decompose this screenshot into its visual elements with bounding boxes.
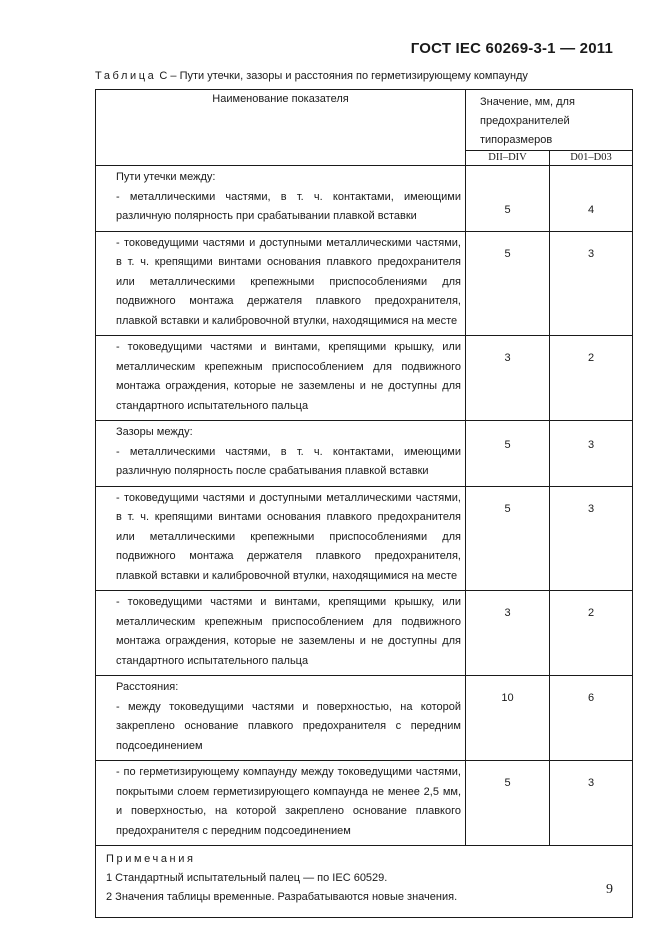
value-d01-d03: 3 xyxy=(550,421,633,487)
table-row xyxy=(96,761,633,846)
value-dii-div: 5 xyxy=(466,761,550,846)
table-row xyxy=(96,166,633,232)
table-caption xyxy=(95,70,528,82)
row-text: - металлическими частями, в т. ч. контактами, имеющими различную полярность при срабатывании плавкой вставки xyxy=(116,190,461,222)
caption-id: С xyxy=(159,70,168,82)
group-title: Зазоры между: xyxy=(116,426,193,438)
row-description xyxy=(96,761,466,846)
group-title: Пути утечки между: xyxy=(116,171,216,183)
note-item: 1 Стандартный испытательный палец — по IEC 60529. xyxy=(106,872,388,884)
row-text: - металлическими частями, в т. ч. контактами, имеющими различную полярность после срабатывания плавкой вставки xyxy=(116,445,461,477)
row-description xyxy=(96,591,466,676)
specs-table xyxy=(95,89,633,918)
row-description xyxy=(96,231,466,336)
table-row xyxy=(96,231,633,336)
value-d01-d03: 2 xyxy=(550,591,633,676)
group-title: Расстояния: xyxy=(116,681,179,693)
table-row xyxy=(96,676,633,761)
caption-label: Таблица xyxy=(95,70,157,82)
value-dii-div: 5 xyxy=(466,421,550,487)
row-text: - между токоведущими частями и поверхностью, на которой закреплено основание плавкого предохранителя с передним подсоединением xyxy=(116,700,461,752)
value-d01-d03: 3 xyxy=(550,761,633,846)
row-text: - токоведущими частями и винтами, крепящими крышку, или металлическим крепежным приспособлением для подвижного монтажа ограждения, которые не заземлены и не доступны для стандартного испытательного пальца xyxy=(116,596,461,667)
value-dii-div: 3 xyxy=(466,591,550,676)
table-row xyxy=(96,486,633,591)
table-row xyxy=(96,421,633,487)
caption-text: – Пути утечки, зазоры и расстояния по герметизирующему компаунду xyxy=(170,70,528,82)
value-d01-d03: 3 xyxy=(550,231,633,336)
subheader-dii-div: DII–DIV xyxy=(466,151,550,166)
value-dii-div: 5 xyxy=(466,486,550,591)
table-row xyxy=(96,336,633,421)
note-item: 2 Значения таблицы временные. Разрабатываются новые значения. xyxy=(106,891,458,903)
row-text: - токоведущими частями и доступными металлическими частями, в т. ч. крепящими винтами основания плавкого предохранителя или металлическими крепежными приспособлениями для подвижного монтажа держателя плавкого предохранителя, плавкой вставки и калибровочной втулки, находящимися на месте xyxy=(116,491,461,582)
row-text: - по герметизирующему компаунду между токоведущими частями, покрытыми слоем герметизирующего компаунда не менее 2,5 мм, и поверхностью, на которой закреплено основание плавкого предохранителя с передним подсоединением xyxy=(116,766,461,837)
value-d01-d03: 6 xyxy=(550,676,633,761)
value-dii-div: 3 xyxy=(466,336,550,421)
notes-cell xyxy=(96,846,633,918)
row-text: - токоведущими частями и доступными металлическими частями, в т. ч. крепящими винтами основания плавкого предохранителя или металлическими крепежными приспособлениями для подвижного монтажа держателя плавкого предохранителя, плавкой вставки и калибровочной втулки, находящимися на месте xyxy=(116,236,461,327)
value-dii-div: 10 xyxy=(466,676,550,761)
value-d01-d03: 2 xyxy=(550,336,633,421)
notes-title: Примечания xyxy=(106,853,196,865)
header-value-cell: Значение, мм, для предохранителей типоразмеров xyxy=(466,90,633,151)
row-description xyxy=(96,486,466,591)
page-number: 9 xyxy=(606,882,613,897)
row-text: - токоведущими частями и винтами, крепящими крышку, или металлическим крепежным приспособлением для подвижного монтажа ограждения, которые не заземлены и не доступны для стандартного испытательного пальца xyxy=(116,341,461,412)
value-d01-d03: 3 xyxy=(550,486,633,591)
header-name-cell: Наименование показателя xyxy=(96,90,466,166)
row-description xyxy=(96,421,466,487)
subheader-d01-d03: D01–D03 xyxy=(550,151,633,166)
value-d01-d03: 4 xyxy=(550,166,633,232)
row-description xyxy=(96,676,466,761)
value-dii-div: 5 xyxy=(466,166,550,232)
row-description xyxy=(96,336,466,421)
value-dii-div: 5 xyxy=(466,231,550,336)
row-description xyxy=(96,166,466,232)
standard-header: ГОСТ IEC 60269-3-1 — 2011 xyxy=(410,40,613,57)
notes-row xyxy=(96,846,633,918)
table-row xyxy=(96,591,633,676)
